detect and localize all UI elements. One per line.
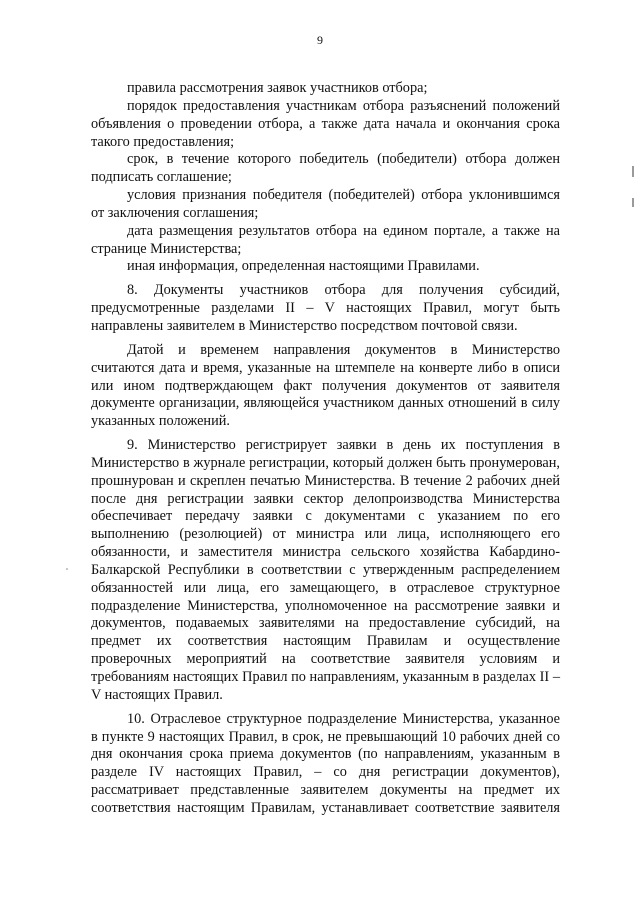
scan-edge-mark [632,198,634,207]
paragraph-results-publication: дата размещения результатов отбора на едином портале, а также на странице Министерства; [91,222,560,257]
scan-speck [66,568,68,570]
paragraph-other-info: иная информация, определенная настоящими Правилами. [127,258,480,275]
paragraph-item-10: 10. Отраслевое структурное подразделение Министерства, указанное в пункте 9 настоящих Правил, в срок, не превышающий 10 рабочих дней со дня окончания срока приема документов (по направлениям, указанным в разделе IV настоящих Правил, – со дня регистрации документов), рассматривает представленные заявителем документы на предмет их соответствия настоящим Правилам, устанавливает соответствие заявителя [91,710,560,816]
scan-edge-mark [632,166,634,177]
paragraph-submission-date: Датой и временем направления документов в Министерство считаются дата и время, указанные на штемпеле на конверте либо в описи или ином подтверждающем факт получения документов от заявителя документе организации, являющейся участником данных отношений в силу указанных положений. [91,341,560,430]
paragraph-item-9: 9. Министерство регистрирует заявки в день их поступления в Министерство в журнале регистрации, который должен быть пронумерован, прошнурован и скреплен печатью Министерства. В течение 2 рабочих дней после дня регистрации заявки сектор делопроизводства Министерства обеспечивает передачу заявки с документами с указанием по его выполнению (резолюцией) от министра или лица, исполняющего его обязанности, и заместителя министра сельского хозяйства Кабардино-Балкарской Республики в соответствии с утвержденным распределением обязанностей или лица, его замещающего, в отраслевое структурное подразделение Министерства, уполномоченное на рассмотрение заявки и документов, подаваемых заявителями на предоставление субсидий, на предмет их соответствия настоящим Правилам и осуществление проверочных мероприятий на соответствие заявителя условиям и требованиям настоящих Правил по направлениям, указанным в разделах II – V настоящих Правил. [91,437,560,703]
page-number: 9 [317,33,323,47]
paragraph-item-8: 8. Документы участников отбора для получения субсидий, предусмотренные разделами II – V настоящих Правил, могут быть направлены заявителем в Министерство посредством почтовой связи. [91,282,560,334]
paragraph-signing-deadline: срок, в течение которого победитель (победители) отбора должен подписать соглашение; [91,151,560,186]
document-body [91,80,560,818]
paragraph-evasion-conditions: условия признания победителя (победителей) отбора уклонившимся от заключения соглашения; [91,187,560,221]
paragraph-clarifications-procedure: порядок предоставления участникам отбора разъяснений положений объявления о проведении отбора, а также дата начала и окончания срока такого предоставления; [91,97,560,150]
paragraph-rules-review: правила рассмотрения заявок участников отбора; [127,80,428,96]
